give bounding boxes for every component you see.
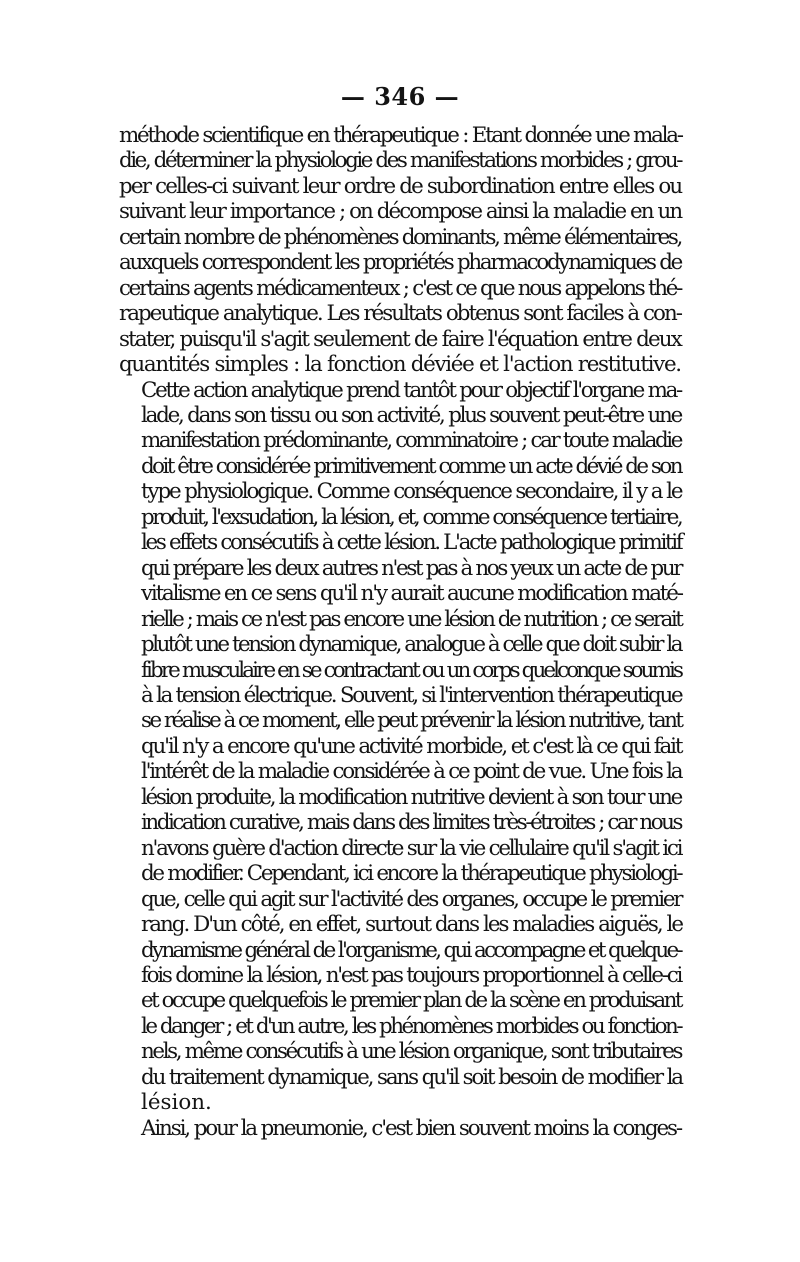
text-line: fibre musculaire en se contractant ou un corps quelconque soumis — [141, 657, 682, 683]
text-line: à la tension électrique. Souvent, si l'intervention thérapeutique — [141, 682, 682, 708]
text-line: certains agents médicamenteux ; c'est ce que nous appelons thé- — [119, 275, 681, 301]
text-line: n'avons guère d'action directe sur la vie cellulaire qu'il s'agit ici — [141, 835, 682, 861]
text-line: lésion produite, la modification nutritive devient à son tour une — [141, 784, 682, 810]
paragraph — [119, 123, 681, 378]
text-line: qu'il n'y a encore qu'une activité morbide, et c'est là ce qui fait — [141, 733, 682, 759]
text-line: plutôt une tension dynamique, analogue à celle que doit subir la — [141, 632, 681, 658]
text-line: rang. D'un côté, en effet, surtout dans les maladies aiguës, le — [141, 912, 683, 938]
text-line: type physiologique. Comme conséquence secondaire, il y a le — [141, 479, 682, 505]
text-line: doit être considérée primitivement comme un acte dévié de son — [141, 453, 681, 479]
text-line: se réalise à ce moment, elle peut prévenir la lésion nutritive, tant — [141, 708, 682, 734]
text-line: suivant leur importance ; on décompose ainsi la maladie en un — [119, 199, 682, 225]
paragraph — [119, 378, 681, 1116]
text-line: que, celle qui agit sur l'activité des organes, occupe le premier — [141, 886, 682, 912]
text-line: rielle ; mais ce n'est pas encore une lésion de nutrition ; ce serait — [141, 606, 682, 632]
text-line: lésion. — [141, 1090, 212, 1116]
text-line: per celles-ci suivant leur ordre de subordination entre elles ou — [119, 173, 682, 199]
text-line: die, déterminer la physiologie des manifestations morbides ; grou- — [119, 148, 681, 174]
text-line: qui prépare les deux autres n'est pas à nos yeux un acte de pur — [141, 555, 682, 581]
text-line: nels, même consécutifs à une lésion organique, sont tributaires — [141, 1039, 682, 1065]
body-text — [119, 123, 681, 1141]
text-line: quantités simples : la fonction déviée et l'action restitutive. — [119, 352, 681, 378]
text-line: manifestation prédominante, comminatoire ; car toute maladie — [141, 428, 681, 454]
text-line: auxquels correspondent les propriétés pharmacodynamiques de — [119, 250, 681, 276]
text-line: produit, l'exsudation, la lésion, et, comme conséquence tertiaire, — [141, 504, 682, 530]
text-line: indication curative, mais dans des limites très-étroites ; car nous — [141, 810, 681, 836]
text-line: l'intérêt de la maladie considérée à ce point de vue. Une fois la — [141, 759, 682, 785]
text-line: stater, puisqu'il s'agit seulement de faire l'équation entre deux — [119, 326, 681, 352]
page-number: — 346 — — [340, 82, 460, 111]
paragraph — [119, 1116, 681, 1141]
text-line: rapeutique analytique. Les résultats obtenus sont faciles à con- — [119, 301, 682, 327]
text-line: vitalisme en ce sens qu'il n'y aurait aucune modification maté- — [141, 581, 682, 607]
text-line: le danger ; et d'un autre, les phénomènes morbides ou fonction- — [141, 1013, 682, 1039]
text-line: lade, dans son tissu ou son activité, plus souvent peut-être une — [141, 402, 681, 428]
text-line: certain nombre de phénomènes dominants, même élémentaires, — [119, 224, 681, 250]
text-line: méthode scientifique en thérapeutique : Etant donnée une mala- — [119, 123, 682, 148]
text-line: Cette action analytique prend tantôt pour objectif l'organe ma- — [141, 377, 681, 403]
text-line: de modifier. Cependant, ici encore la thérapeutique physiologi- — [141, 861, 682, 887]
text-line: fois domine la lésion, n'est pas toujours proportionnel à celle-ci — [141, 962, 682, 988]
text-line: du traitement dynamique, sans qu'il soit besoin de modifier la — [141, 1064, 682, 1090]
text-line: et occupe quelquefois le premier plan de la scène en produisant — [141, 988, 681, 1014]
text-line: Ainsi, pour la pneumonie, c'est bien souvent moins la conges- — [141, 1115, 681, 1141]
text-line: dynamisme général de l'organisme, qui accompagne et quelque- — [141, 937, 681, 963]
text-line: les effets consécutifs à cette lésion. L'acte pathologique primitif — [141, 530, 682, 556]
